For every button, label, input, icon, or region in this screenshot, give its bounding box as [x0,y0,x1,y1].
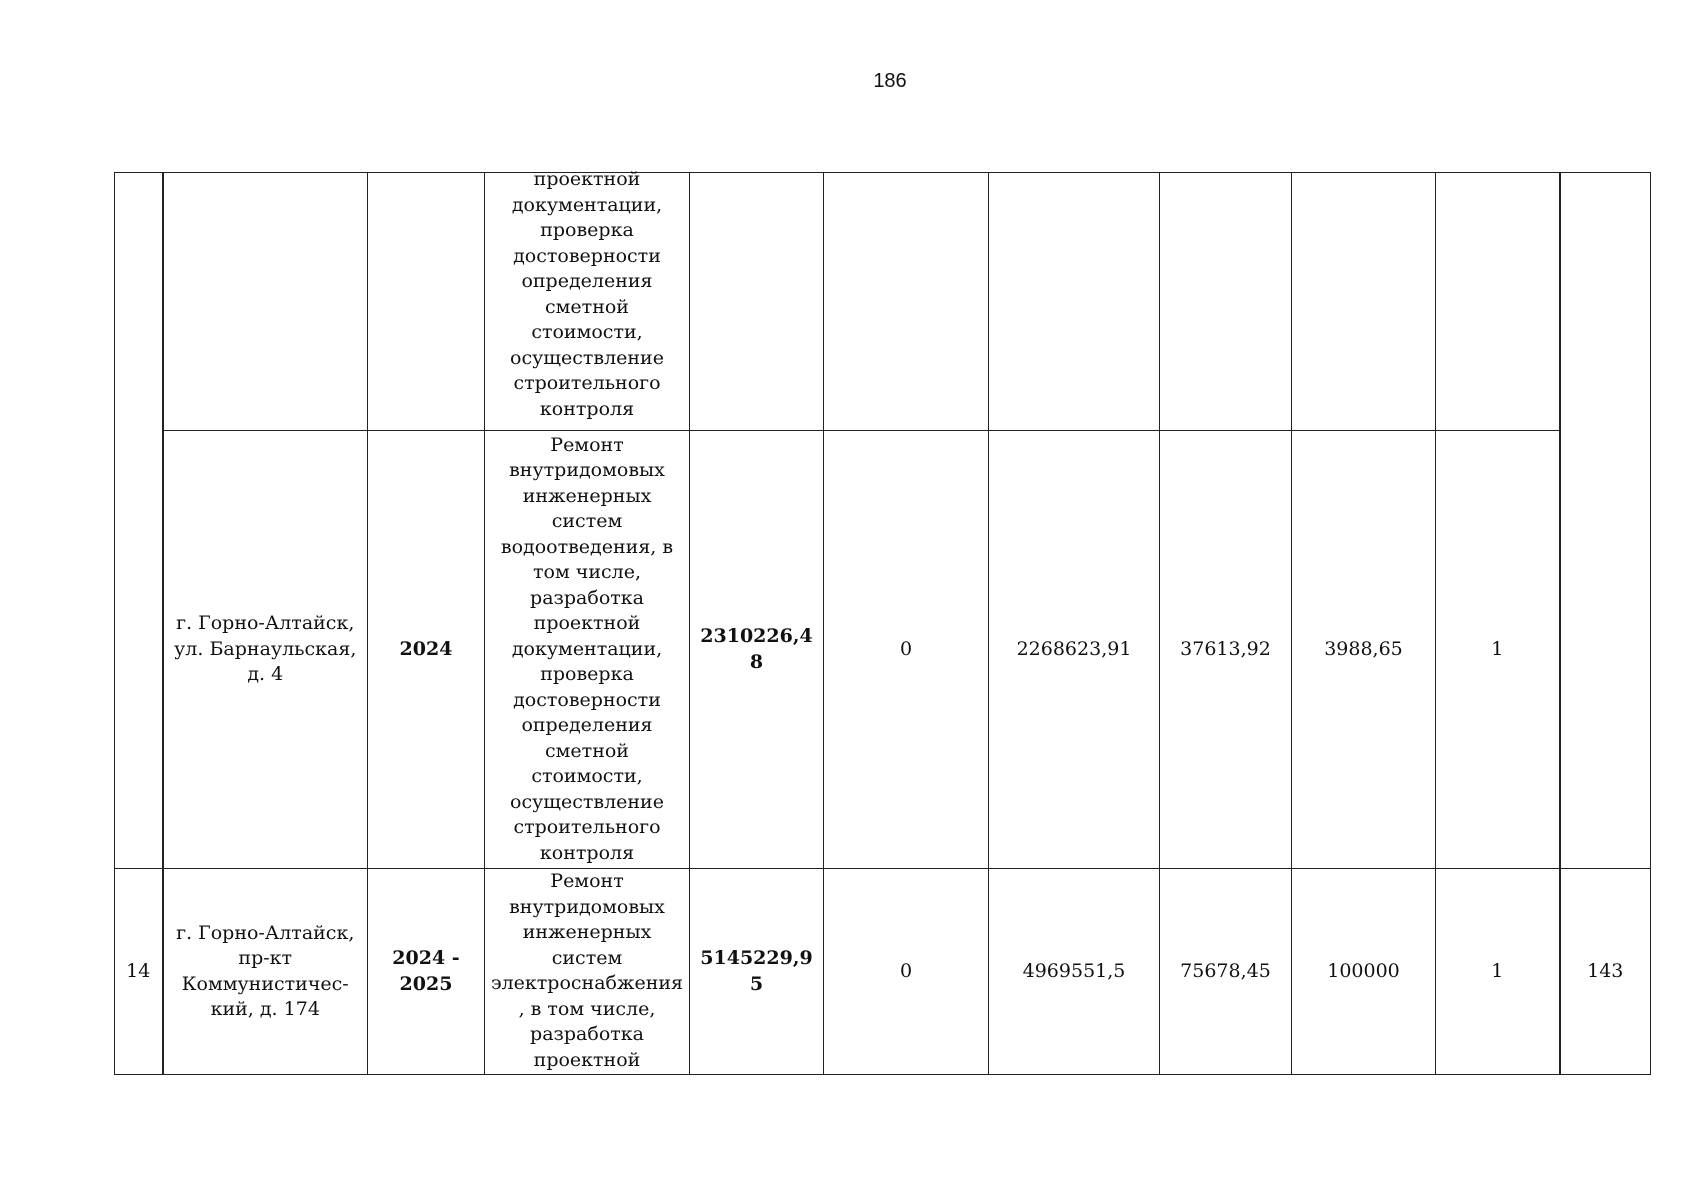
amount-cell: 0 [824,431,989,869]
amount-cell: 3988,65 [1292,431,1436,869]
work-description-cell [485,168,690,431]
amount-cell: 37613,92 [1160,431,1292,869]
last-value-cell: 143 [1560,869,1651,1075]
amount-cell [989,173,1160,431]
count-cell: 1 [1436,431,1560,869]
years-cell [368,173,485,431]
years-cell: 2024 [368,431,485,869]
work-description-cell: Ремонт внутридомовых инженерных систем электроснабжения, в том числе, разработка проектной [485,869,690,1075]
table-row [115,869,1651,1075]
amount-cell: 4969551,5 [989,869,1160,1075]
count-cell: 1 [1436,869,1560,1075]
count-cell [1436,173,1560,431]
last-value-cell [1560,173,1651,869]
total-cost-cell: 2310226,48 [690,431,824,869]
row-number-cell: 14 [115,869,163,1075]
amount-cell: 75678,45 [1160,869,1292,1075]
amount-cell: 0 [824,869,989,1075]
amount-cell: 100000 [1292,869,1436,1075]
repair-program-table [114,168,1651,1075]
address-cell: г. Горно-Алтайск, пр-кт Коммунистичес-кий, д. 174 [163,869,368,1075]
table-row [115,173,1651,431]
address-cell [163,173,368,431]
work-description-cell: Ремонт внутридомовых инженерных систем водоотведения, в том числе, разработка проектной документации, проверка достоверности определения сметной стоимости, осуществление строительного контроля [485,431,690,869]
amount-cell [1292,173,1436,431]
amount-cell: 2268623,91 [989,431,1160,869]
total-cost-cell [690,173,824,431]
row-number-cell [115,173,163,869]
table-row [115,431,1651,869]
work-description-text: проектной документации, проверка достоверности определения сметной стоимости, осуществление строительного контроля [510,168,664,420]
page-number: 186 [873,70,907,92]
years-cell: 2024 - 2025 [368,869,485,1075]
amount-cell [1160,173,1292,431]
address-cell: г. Горно-Алтайск, ул. Барнаульская, д. 4 [163,431,368,869]
total-cost-cell: 5145229,95 [690,869,824,1075]
amount-cell [824,173,989,431]
